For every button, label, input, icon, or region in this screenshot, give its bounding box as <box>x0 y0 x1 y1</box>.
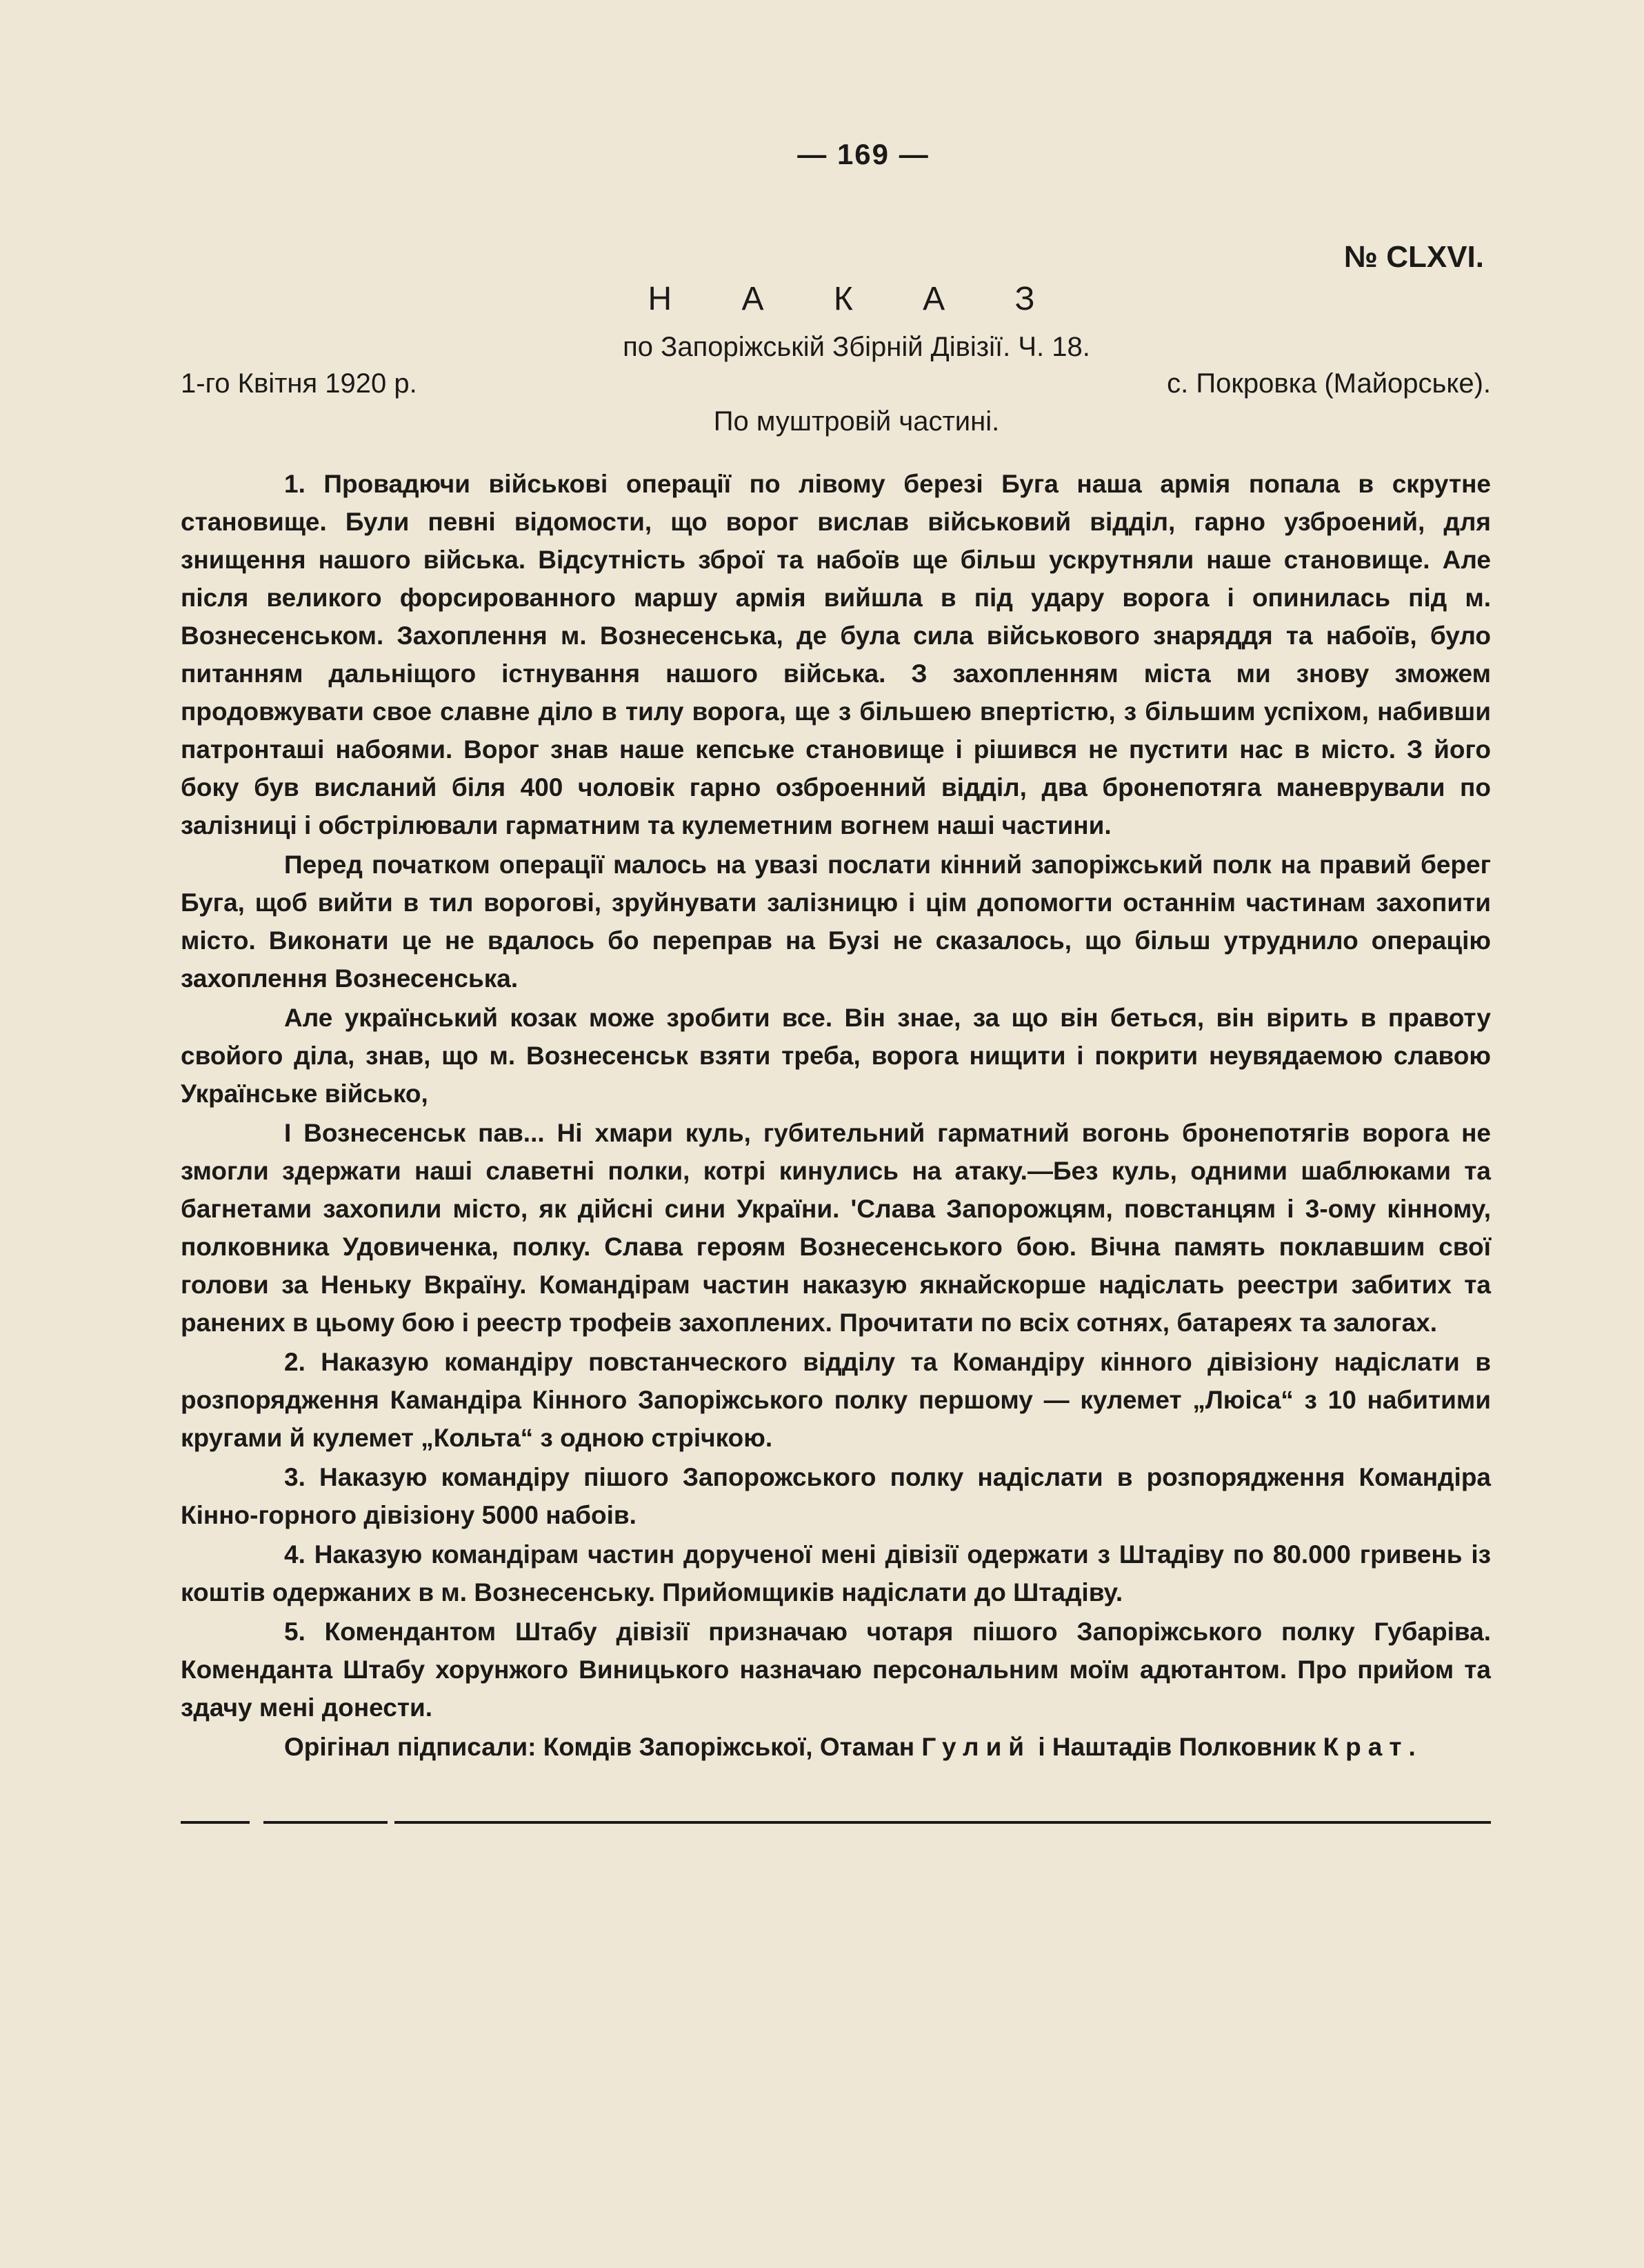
paragraph-4: І Вознесенськ пав... Ні хмари куль, губительний гарматний вогонь бронепотягів ворога не змогли здержати наші славетні полки, котрі кинулись на атаку.—Без куль, одними шаблюками та багнетами захопили місто, як дійсні сини України. 'Слава Запорожцям, повстанцям і 3-ому кінному, полковника Удовиченка, полку. Слава героям Вознесенського бою. Вічна память поклавшим свої голови за Неньку Вкраїну. Командірам частин наказую якнайскорше надіслать реестри забитих та ранених в цьому бою і реестр трофеів захоплених. Прочитати по всіх сотнях, батареях та залогах. <box>181 1119 1491 1337</box>
paragraph-1: 1. Провадючи військові операції по лівому березі Буга наша армія попала в скрутне становище. Були певні відомости, що ворог вислав військовий відділ, гарно узброений, для знищення нашого війська. Відсутність зброї та набоїв ще більш ускрутняли наше становище. Але після великого форсированного маршу армія вийшла в під удару ворога і опинилась під м. Вознесенськом. Захоплення м. Вознесенська, де була сила військового знаряддя та набоїв, було питанням дальніщого істнування нашого війська. З захопленням міста ми знову зможем продовжувати свое славне діло в тилу ворога, ще з більшею впертістю, з більшим успіхом, набивши патронташі набоями. Ворог знав наше кепське становище і рішився не пустити нас в місто. З його боку був висланий біля 400 чоловік гарно озброенний відділ, два бронепотяга маневрували по залізниці і обстрілювали гарматним та кулеметним вогнем наші частини. <box>181 470 1491 839</box>
section-heading: По муштровій частині. <box>713 406 1000 437</box>
paragraph-8: 5. Комендантом Штабу дівізії призначаю чотаря пішого Запоріжського полку Губаріва. Коменданта Штабу хорунжого Виницького назначаю персональним моїм адютантом. Про прийом та здачу мені донести. <box>181 1618 1491 1722</box>
rule-gap <box>388 1821 394 1824</box>
paragraph-7: 4. Наказую командірам частин дорученої мені дівізії одержати з Штадіву по 80.000 гривень із коштів одержаних в м. Вознесенську. Прийомщиків надіслати до Штадіву. <box>181 1540 1491 1606</box>
date-place-line <box>181 368 1491 399</box>
signature-end: . <box>1408 1733 1416 1761</box>
document-body <box>181 465 1491 1727</box>
paragraph-6: 3. Наказую командіру пішого Запорожського полку надіслати в розпорядження Командіра Кінно-горного дівізіону 5000 набоів. <box>181 1463 1491 1529</box>
paragraph-3: Але український козак може зробити все. Він знае, за що він беться, він вірить в правоту свойого діла, знав, що м. Вознесенськ взяти треба, ворога нищити і покрити неувядаемою славою Українське військо, <box>181 1004 1491 1108</box>
page-number: — 169 — <box>797 138 930 170</box>
rule-gap <box>250 1821 263 1824</box>
signature-line <box>181 1728 1491 1766</box>
document-page <box>181 138 1491 1824</box>
rule-segment <box>181 1821 250 1824</box>
signatory-name-1: Гулий <box>921 1733 1032 1761</box>
rule-segment <box>263 1821 388 1824</box>
document-date: 1-го Квітня 1920 р. <box>181 368 417 399</box>
paragraph-2: Перед початком операції малось на увазі послати кінний запоріжський полк на правий берег Буга, щоб вийти в тил ворогові, зруйнувати залізницю і цім допомогти останнім частинам захопити місто. Виконати це не вдалось бо переправ на Бузі не сказалось, що більш утруднило операцію захоплення Вознесенська. <box>181 850 1491 993</box>
signature-intro: Орігінал підписали: Комдів Запоріжської, Отаман <box>284 1733 915 1761</box>
document-number: № CLXVI. <box>1343 240 1484 274</box>
document-subtitle: по Запоріжській Збірній Дівізії. Ч. 18. <box>623 332 1090 362</box>
document-title: Н А К А З <box>648 281 1065 317</box>
rule-segment <box>394 1821 1491 1824</box>
document-place: с. Покровка (Майорське). <box>1167 368 1491 399</box>
bottom-rule <box>181 1821 1491 1824</box>
signature-middle: і Наштадів Полковник <box>1038 1733 1316 1761</box>
paragraph-5: 2. Наказую командіру повстанческого відділу та Командіру кінного дівізіону надіслати в розпорядження Камандіра Кінного Запоріжського полку першому — кулемет „Люіса“ з 10 набитими кругами й кулемет „Кольта“ з одною стрічкою. <box>181 1348 1491 1452</box>
signatory-name-2: Крат <box>1323 1733 1409 1761</box>
